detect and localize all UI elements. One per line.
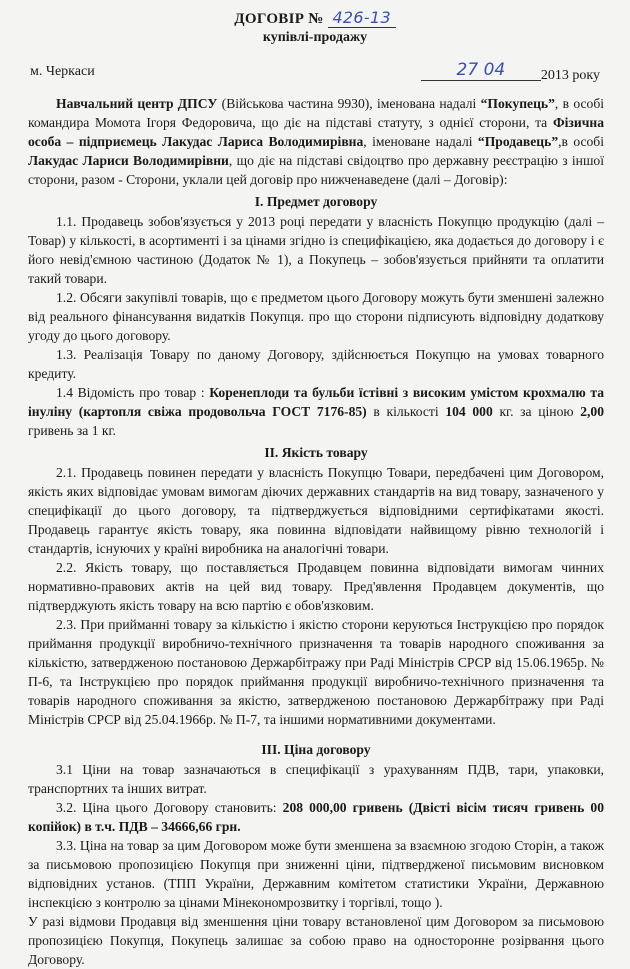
- contract-number-handwritten: 426-13: [328, 8, 396, 28]
- product-name: Коренеплоди та бульби їстівні з високим умістом крохмалю та інуліну (картопля свіжа продовольча ГОСТ 7176-85): [28, 385, 605, 419]
- section-3-heading: ІІІ. Ціна договору: [261, 742, 371, 757]
- intro-text-5: , що діє на підставі свідоцтво про державну реєстрацію з іншої сторони, разом - Сторони, уклали цей договір про нижченаведене (далі – Договір):: [28, 153, 604, 187]
- product-price: 2,00: [580, 404, 604, 419]
- clause-2-3: 2.3. При прийманні товару за кількістю і якістю сторони керуються Інструкцією про порядок приймання продукції виробничо-технічного призначення та товарів народного споживання за кількістю, затвердженою постановою Держарбітражу при Раді Міністрів СРСР від 15.06.1965р. № П-6, та Інструкцією про порядок приймання продукції виробничо-технічного призначення та товарів народного споживання за якістю, затвердженою постановою Держарбітражу при Раді Міністрів СРСР від 25.04.1966р. № П-7, та іншими нормативними документами.: [28, 617, 604, 727]
- clause-1-4: [28, 383, 604, 440]
- intro-text-1: (Військова частина 9930), іменована надалі: [217, 96, 481, 111]
- section-2-heading: ІІ. Якість товару: [264, 445, 368, 460]
- clause-3-2-text: 3.2. Ціна цього Договору становить:: [56, 800, 283, 815]
- clause-2-2: 2.2. Якість товару, що поставляється Продавцем повинна відповідати вимогам чинних нормативно-правових актів на цей вид товару. Пред'явлення Продавцем документів, що підтверджують якість товару на всю партію є обов'язковим.: [28, 560, 604, 613]
- seller-name: Фізична особа – підприємець Лакудас Лариса Володимирівна: [28, 115, 604, 149]
- seller-person: Лакудас Лариси Володимирівни: [28, 153, 229, 168]
- place-date-line: [30, 60, 600, 84]
- intro-text-3: , іменоване надалі: [363, 134, 478, 149]
- clause-1-4-text-a: 1.4 Відомість про товар :: [56, 385, 210, 400]
- section-1-heading: І. Предмет договору: [254, 194, 378, 209]
- product-quantity: 104 000: [445, 404, 493, 419]
- clause-3-2: [28, 798, 604, 836]
- document-subtitle: купівлі-продажу: [262, 30, 368, 45]
- clause-1-2: 1.2. Обсяги закупівлі товарів, що є предметом цього Договору можуть бути зменшені залежно від реального фінансування видатків Покупця. про що сторони підписують відповідну додаткову угоду до цього договору.: [28, 290, 604, 343]
- spacer: [28, 729, 604, 737]
- clause-3-1: 3.1 Ціни на товар зазначаються в специфікації з урахуванням ПДВ, тари, упаковки, транспортних та інших витрат.: [28, 762, 604, 796]
- clause-2-1: 2.1. Продавець повинен передати у власність Покупцю Товари, передбачені цим Договором, якість яких відповідає умовам вимогам діючих державних стандартів на вид товару, зазначеного у специфікації до цього договору, та підтверджується відповідними сертифікатами якості. Продавець гарантує якість товару, яка повинна відповідати найвищому рівню технологій і стандартів, існуючих у країні виробника на аналогічні товари.: [28, 465, 604, 556]
- intro-paragraph: [28, 94, 604, 189]
- contract-body: [28, 94, 604, 969]
- intro-text-2: , в особі командира Момота Ігоря Федоровича, що діє на підставі статуту, з однієї сторони, та: [28, 96, 605, 130]
- clause-1-4-text-d: гривень за 1 кг.: [28, 423, 116, 438]
- buyer-name: Навчальний центр ДПСУ: [56, 96, 218, 111]
- clause-1-1: 1.1. Продавець зобов'язується у 2013 році передати у власність Покупцю продукцію (далі – Товар) у кількості, в асортименті і за цінами згідно із специфікацією, яка додається до договору і є його невід'ємною частиною (Додаток № 1), а Покупець – зобов'язується прийняти та оплатити такий товари.: [28, 214, 604, 286]
- clause-1-4-text-b: в кількості: [366, 404, 446, 419]
- document-title: [0, 8, 630, 28]
- title-text: ДОГОВІР №: [234, 11, 324, 27]
- date-block: [421, 60, 600, 85]
- buyer-label: “Покупець”: [480, 96, 555, 111]
- contract-sum: 208 000,00 гривень (Двісті вісім тисяч гривень 00 копійок) в т.ч. ПДВ – 34666,66 грн.: [28, 800, 604, 834]
- seller-label: “Продавець”: [477, 134, 559, 149]
- year: 2013 року: [540, 68, 600, 83]
- date-handwritten: 27 04: [421, 60, 541, 81]
- clause-3-4: У разі відмови Продавця від зменшення ціни товару встановленої цим Договором за письмовою пропозицією Покупця, Покупець залишає за собою право на односторонне розірвання цього Договору.: [28, 914, 604, 967]
- city: м. Черкаси: [30, 64, 95, 79]
- intro-text-4: ,в особі: [558, 134, 605, 149]
- clause-1-3: 1.3. Реалізація Товару по даному Договору, здійснюється Покупцю на умовах товарного кредиту.: [28, 347, 604, 381]
- clause-1-4-text-c: кг. за ціною: [492, 404, 581, 419]
- clause-3-3: 3.3. Ціна на товар за цим Договором може бути зменшена за взаємною згодою Сторін, а також за письмовою пропозицією Покупця при зниженні ціни, підтвердженої письмовим висновком відповідних установ. (ТПП України, Державним комітетом статистики України, Державною інспекцією з контролю за цінами Мінекономрозвитку і торгівлі, тощо ).: [28, 838, 604, 910]
